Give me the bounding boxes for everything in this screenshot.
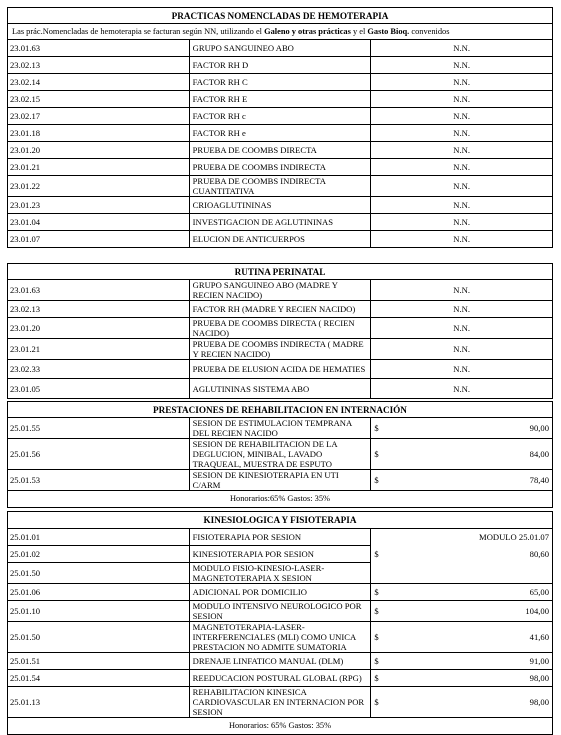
row-code: 25.01.01 bbox=[8, 529, 190, 546]
table-row bbox=[8, 584, 553, 601]
row-code: 23.01.21 bbox=[8, 159, 190, 176]
row-amount-cell bbox=[371, 584, 553, 601]
rehab-footer: Honorarios:65% Gastos: 35% bbox=[8, 491, 553, 508]
row-description: PRUEBA DE COOMBS INDIRECTA ( MADRE Y RECIEN NACIDO) bbox=[189, 339, 371, 360]
row-amount: 84,00 bbox=[529, 449, 549, 459]
kine-table bbox=[7, 511, 553, 735]
row-amount-cell bbox=[371, 601, 553, 622]
row-code: 25.01.51 bbox=[8, 653, 190, 670]
table-row bbox=[8, 74, 553, 91]
table-row bbox=[8, 280, 553, 301]
row-amount: 80,60 bbox=[529, 549, 549, 559]
row-code: 23.01.07 bbox=[8, 231, 190, 248]
row-code: 25.01.53 bbox=[8, 470, 190, 491]
row-description: KINESIOTERAPIA POR SESION bbox=[189, 546, 371, 563]
row-description: SESION DE REHABILITACION DE LA DEGLUCION, MINIBAL, LAVADO TRAQUEAL, MUESTRA DE ESPUTO bbox=[189, 439, 371, 470]
table-row bbox=[8, 379, 553, 399]
row-amount: 90,00 bbox=[529, 423, 549, 433]
row-amount: 104,00 bbox=[525, 606, 549, 616]
row-value: N.N. bbox=[371, 108, 553, 125]
row-description: FACTOR RH E bbox=[189, 91, 371, 108]
kine-title: KINESIOLOGICA Y FISIOTERAPIA bbox=[8, 512, 553, 529]
row-description: FACTOR RH e bbox=[189, 125, 371, 142]
row-amount-cell bbox=[371, 687, 553, 718]
table-row bbox=[8, 439, 553, 470]
currency-symbol: $ bbox=[374, 475, 379, 485]
table-row bbox=[8, 653, 553, 670]
row-value: N.N. bbox=[371, 360, 553, 379]
currency-symbol: $ bbox=[374, 697, 379, 707]
row-description: FACTOR RH c bbox=[189, 108, 371, 125]
row-amount-cell bbox=[371, 546, 553, 563]
row-code: 25.01.50 bbox=[8, 563, 190, 584]
row-amount-cell bbox=[371, 670, 553, 687]
row-amount: 41,60 bbox=[529, 632, 549, 642]
table-row bbox=[8, 360, 553, 379]
row-description: PRUEBA DE ELUSION ACIDA DE HEMATIES bbox=[189, 360, 371, 379]
table-row bbox=[8, 125, 553, 142]
currency-symbol: $ bbox=[374, 673, 379, 683]
table-row bbox=[8, 214, 553, 231]
row-amount-cell bbox=[371, 653, 553, 670]
table-row bbox=[8, 529, 553, 546]
table-row bbox=[8, 91, 553, 108]
row-amount-cell bbox=[371, 470, 553, 491]
row-code: 23.02.17 bbox=[8, 108, 190, 125]
row-code: 25.01.13 bbox=[8, 687, 190, 718]
table-row bbox=[8, 159, 553, 176]
currency-symbol: $ bbox=[374, 587, 379, 597]
hemoterapia-title: PRACTICAS NOMENCLADAS DE HEMOTERAPIA bbox=[8, 8, 553, 24]
rehab-title: PRESTACIONES DE REHABILITACION EN INTERNACIÓN bbox=[8, 402, 553, 418]
table-row bbox=[8, 176, 553, 197]
row-code: 23.01.04 bbox=[8, 214, 190, 231]
row-description: CRIOAGLUTININAS bbox=[189, 197, 371, 214]
row-value: N.N. bbox=[371, 318, 553, 339]
row-description: FACTOR RH C bbox=[189, 74, 371, 91]
table-row bbox=[8, 601, 553, 622]
row-value: N.N. bbox=[371, 125, 553, 142]
row-code: 23.02.15 bbox=[8, 91, 190, 108]
row-value: N.N. bbox=[371, 339, 553, 360]
table-row bbox=[8, 318, 553, 339]
currency-symbol: $ bbox=[374, 606, 379, 616]
row-description: PRUEBA DE COOMBS INDIRECTA CUANTITATIVA bbox=[189, 176, 371, 197]
row-code: 25.01.02 bbox=[8, 546, 190, 563]
row-code: 23.02.13 bbox=[8, 57, 190, 74]
row-code: 25.01.56 bbox=[8, 439, 190, 470]
row-description: GRUPO SANGUINEO ABO bbox=[189, 40, 371, 57]
row-description: MAGNETOTERAPIA-LASER-INTERFERENCIALES (MLI) COMO UNICA PRESTACION NO ADMITE SUMATORIA bbox=[189, 622, 371, 653]
row-code: 25.01.50 bbox=[8, 622, 190, 653]
row-description: FACTOR RH (MADRE Y RECIEN NACIDO) bbox=[189, 301, 371, 318]
row-value: N.N. bbox=[371, 57, 553, 74]
row-amount: 65,00 bbox=[529, 587, 549, 597]
table-row bbox=[8, 687, 553, 718]
currency-symbol: $ bbox=[374, 449, 379, 459]
row-code: 23.01.63 bbox=[8, 40, 190, 57]
row-description: PRUEBA DE COOMBS DIRECTA ( RECIEN NACIDO) bbox=[189, 318, 371, 339]
row-code: 23.01.20 bbox=[8, 318, 190, 339]
row-value: N.N. bbox=[371, 91, 553, 108]
row-code: 23.01.22 bbox=[8, 176, 190, 197]
row-value: N.N. bbox=[371, 176, 553, 197]
row-description: PRUEBA DE COOMBS DIRECTA bbox=[189, 142, 371, 159]
table-row bbox=[8, 40, 553, 57]
table-row bbox=[8, 301, 553, 318]
row-description: ELUCION DE ANTICUERPOS bbox=[189, 231, 371, 248]
row-value: N.N. bbox=[371, 159, 553, 176]
row-code: 23.01.21 bbox=[8, 339, 190, 360]
table-row bbox=[8, 670, 553, 687]
hemoterapia-table bbox=[7, 7, 553, 248]
row-code: 25.01.06 bbox=[8, 584, 190, 601]
row-description: INVESTIGACION DE AGLUTININAS bbox=[189, 214, 371, 231]
row-code: 23.02.14 bbox=[8, 74, 190, 91]
row-code: 23.01.05 bbox=[8, 379, 190, 399]
row-description: DRENAJE LINFATICO MANUAL (DLM) bbox=[189, 653, 371, 670]
row-amount-cell bbox=[371, 418, 553, 439]
currency-symbol: $ bbox=[374, 632, 379, 642]
table-row bbox=[8, 108, 553, 125]
table-row bbox=[8, 563, 553, 584]
row-amount: 91,00 bbox=[529, 656, 549, 666]
row-value: N.N. bbox=[371, 301, 553, 318]
row-description: AGLUTININAS SISTEMA ABO bbox=[189, 379, 371, 399]
row-description: SESION DE KINESIOTERAPIA EN UTI C/ARM bbox=[189, 470, 371, 491]
row-value: N.N. bbox=[371, 214, 553, 231]
table-row bbox=[8, 57, 553, 74]
row-value: N.N. bbox=[371, 379, 553, 399]
row-description: GRUPO SANGUINEO ABO (MADRE Y RECIEN NACIDO) bbox=[189, 280, 371, 301]
row-description: ADICIONAL POR DOMICILIO bbox=[189, 584, 371, 601]
row-value: N.N. bbox=[371, 231, 553, 248]
row-amount-cell bbox=[371, 563, 553, 584]
table-row bbox=[8, 339, 553, 360]
row-amount-cell bbox=[371, 622, 553, 653]
perinatal-table bbox=[7, 263, 553, 399]
perinatal-title: RUTINA PERINATAL bbox=[8, 264, 553, 280]
row-value: N.N. bbox=[371, 197, 553, 214]
row-code: 23.02.13 bbox=[8, 301, 190, 318]
row-code: 23.02.33 bbox=[8, 360, 190, 379]
table-row bbox=[8, 197, 553, 214]
row-amount-cell bbox=[371, 439, 553, 470]
row-amount-cell bbox=[371, 529, 553, 546]
kine-footer: Honorarios: 65% Gastos: 35% bbox=[8, 718, 553, 735]
row-code: 25.01.55 bbox=[8, 418, 190, 439]
row-code: 23.01.20 bbox=[8, 142, 190, 159]
rehab-table bbox=[7, 401, 553, 508]
table-row bbox=[8, 231, 553, 248]
row-code: 25.01.54 bbox=[8, 670, 190, 687]
row-value: N.N. bbox=[371, 74, 553, 91]
row-description: SESION DE ESTIMULACION TEMPRANA DEL RECIEN NACIDO bbox=[189, 418, 371, 439]
row-amount: 98,00 bbox=[529, 697, 549, 707]
row-value: N.N. bbox=[371, 142, 553, 159]
row-code: 23.01.63 bbox=[8, 280, 190, 301]
hemoterapia-note: Las prác.Nomencladas de hemoterapia se facturan según NN, utilizando el Galeno y otras prácticas y el Gasto Bioq. convenidos bbox=[8, 24, 553, 40]
row-description: REEDUCACION POSTURAL GLOBAL (RPG) bbox=[189, 670, 371, 687]
row-code: 23.01.18 bbox=[8, 125, 190, 142]
row-description: PRUEBA DE COOMBS INDIRECTA bbox=[189, 159, 371, 176]
row-code: 23.01.23 bbox=[8, 197, 190, 214]
row-code: 25.01.10 bbox=[8, 601, 190, 622]
row-value: N.N. bbox=[371, 40, 553, 57]
row-description: FISIOTERAPIA POR SESION bbox=[189, 529, 371, 546]
table-row bbox=[8, 546, 553, 563]
row-description: FACTOR RH D bbox=[189, 57, 371, 74]
row-description: MODULO INTENSIVO NEUROLOGICO POR SESION bbox=[189, 601, 371, 622]
table-row bbox=[8, 470, 553, 491]
row-description: MODULO FISIO-KINESIO-LASER-MAGNETOTERAPIA X SESION bbox=[189, 563, 371, 584]
row-amount: 98,00 bbox=[529, 673, 549, 683]
table-row bbox=[8, 418, 553, 439]
currency-symbol: $ bbox=[374, 549, 379, 559]
currency-symbol: $ bbox=[374, 656, 379, 666]
row-amount: 78,40 bbox=[529, 475, 549, 485]
row-amount: MODULO 25.01.07 bbox=[479, 532, 549, 542]
table-row bbox=[8, 622, 553, 653]
row-description: REHABILITACION KINESICA CARDIOVASCULAR EN INTERNACION POR SESION bbox=[189, 687, 371, 718]
table-row bbox=[8, 142, 553, 159]
currency-symbol: $ bbox=[374, 423, 379, 433]
row-value: N.N. bbox=[371, 280, 553, 301]
